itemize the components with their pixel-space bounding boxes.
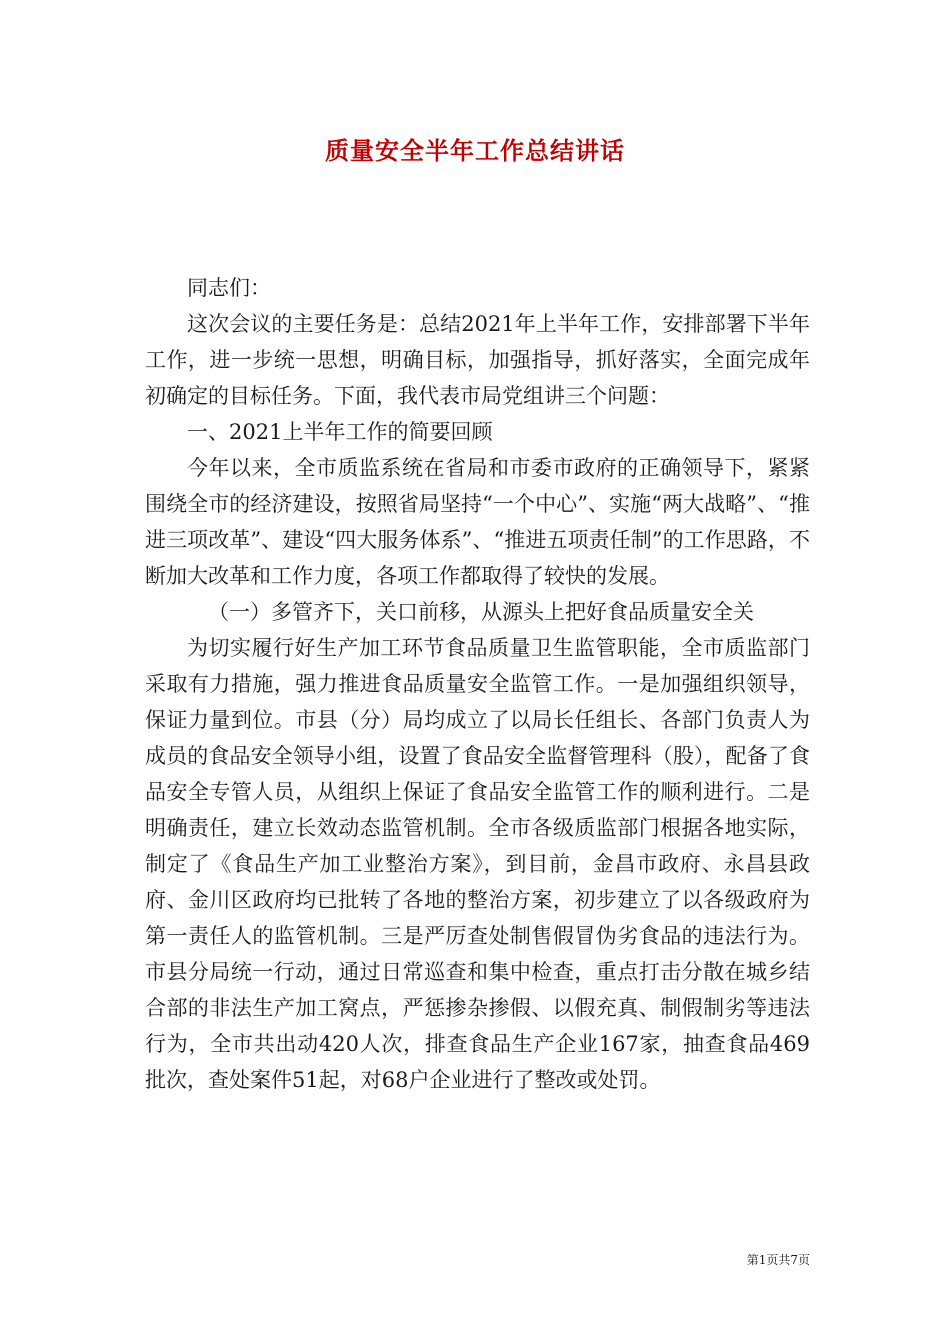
document-title: 质量安全半年工作总结讲话 [325,136,625,165]
salutation: 同志们： [187,276,271,300]
section-heading: 一、2021上半年工作的简要回顾 [187,420,493,444]
subsection-heading: （一）多管齐下，关口前移，从源头上把好食品质量安全关 [208,600,754,624]
page-number: 第1页共7页 [746,1253,810,1267]
paragraph-food-safety: 为切实履行好生产加工环节食品质量卫生监管职能，全市质监部门采取有力措施，强力推进食品质量安全监管工作。一是加强组织领导，保证力量到位。市县（分）局均成立了以局长任组长、各部门负责人为成员的食品安全领导小组，设置了食品安全监督管理科（股），配备了食品安全专管人员，从组织上保证了食品安全监管工作的顺利进行。二是明确责任，建立长效动态监管机制。全市各级质监部门根据各地实际，制定了《食品生产加工业整治方案》，到目前，金昌市政府、永昌县政府、金川区政府均已批转了各地的整治方案，初步建立了以各级政府为第一责任人的监管机制。三是严厉查处制售假冒伪劣食品的违法行为。市县分局统一行动，通过日常巡查和集中检查，重点打击分散在城乡结合部的非法生产加工窝点，严惩掺杂掺假、以假充真、制假制劣等违法行为，全市共出动420人次，排查食品生产企业167家，抽查食品469批次，查处案件51起，对68户企业进行了整改或处罚。 [145,636,810,1092]
document-body [145,270,810,1098]
paragraph-intro: 这次会议的主要任务是：总结2021年上半年工作，安排部署下半年工作，进一步统一思想，明确目标，加强指导，抓好落实，全面完成年初确定的目标任务。下面，我代表市局党组讲三个问题： [145,312,810,408]
paragraph-overview: 今年以来，全市质监系统在省局和市委市政府的正确领导下，紧紧围绕全市的经济建设，按照省局坚持“一个中心”、实施“两大战略”、“推进三项改革”、建设“四大服务体系”、“推进五项责任制”的工作思路，不断加大改革和工作力度，各项工作都取得了较快的发展。 [145,456,810,588]
